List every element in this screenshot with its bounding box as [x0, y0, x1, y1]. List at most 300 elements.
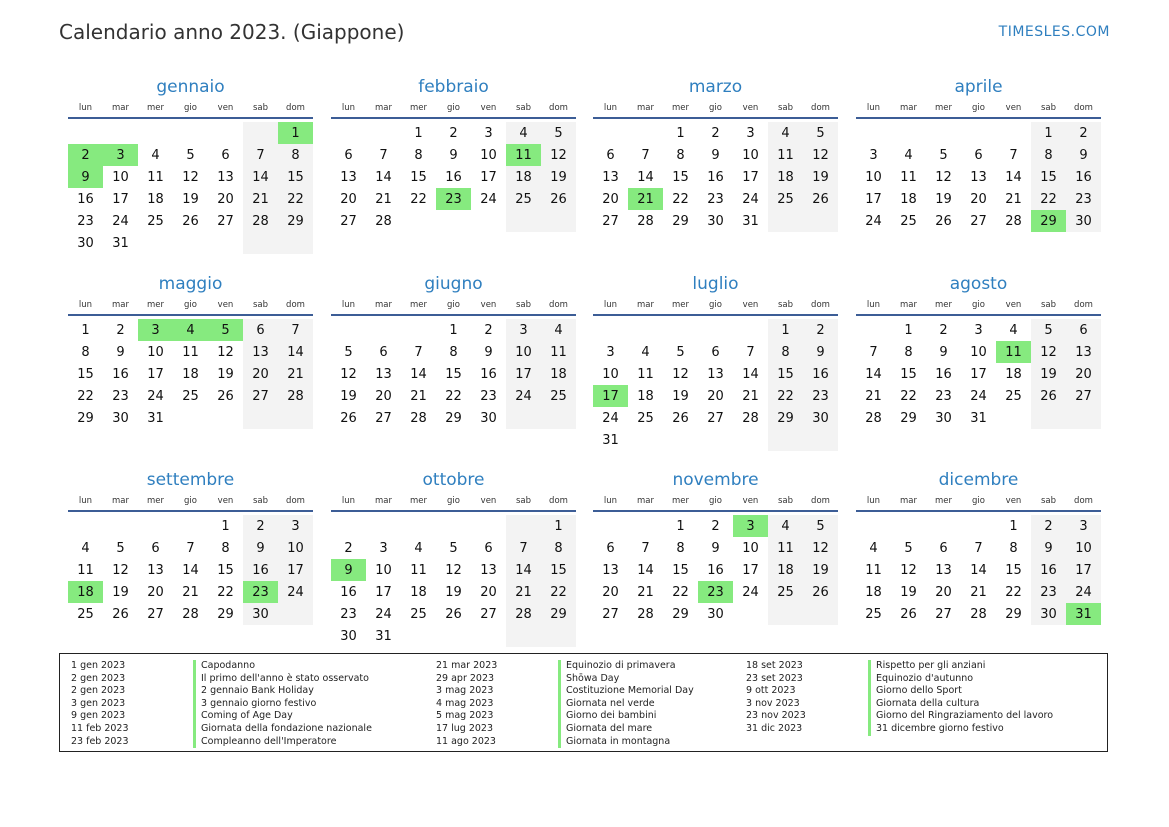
day-cell: 6	[379, 344, 388, 360]
day-cell: 9	[1066, 144, 1101, 166]
weekday-label: ven	[480, 300, 497, 310]
day-cell: 6	[974, 147, 983, 163]
day-cell: 19	[672, 388, 689, 404]
day-cell: 11	[996, 341, 1031, 363]
empty-cell	[768, 429, 803, 451]
day-cell: 3	[506, 319, 541, 341]
weekday-label: ven	[217, 300, 234, 310]
holiday-name: Giornata della fondazione nazionale	[193, 723, 372, 736]
weekday-label: mer	[934, 103, 952, 113]
weekday-label: sab	[1040, 496, 1057, 506]
day-cell: 17	[375, 584, 392, 600]
day-cell: 19	[541, 166, 576, 188]
day-cell: 13	[340, 169, 357, 185]
day-cell: 26	[445, 606, 462, 622]
weekday-label: lun	[603, 103, 618, 113]
weekday-label: gio	[709, 300, 722, 310]
empty-cell	[663, 319, 698, 341]
month-gennaio	[68, 75, 313, 254]
day-cell: 12	[541, 144, 576, 166]
weekday-label: mer	[934, 496, 952, 506]
weekday-label: sab	[515, 103, 532, 113]
day-cell: 3	[1066, 515, 1101, 537]
day-cell: 18	[768, 166, 803, 188]
day-cell: 2	[68, 144, 103, 166]
day-cell: 4	[151, 147, 160, 163]
holiday-date: 17 lug 2023	[436, 722, 493, 734]
day-cell: 9	[1031, 537, 1066, 559]
day-cell: 28	[970, 606, 987, 622]
weekday-label: dom	[286, 300, 305, 310]
weekday-label: lun	[866, 496, 881, 506]
day-cell: 22	[1031, 188, 1066, 210]
day-cell: 18	[410, 584, 427, 600]
weekday-label: mer	[146, 496, 164, 506]
day-cell: 15	[900, 366, 917, 382]
weekday-label: mar	[112, 300, 129, 310]
month-novembre	[593, 468, 838, 625]
day-cell: 17	[480, 169, 497, 185]
day-cell: 25	[541, 385, 576, 407]
day-cell: 20	[480, 584, 497, 600]
weekday-label: lun	[78, 103, 93, 113]
month-name: luglio	[692, 274, 739, 294]
holiday-name: Giorno dei bambini	[558, 710, 656, 723]
day-cell: 9	[68, 166, 103, 188]
day-cell: 12	[900, 562, 917, 578]
day-cell: 24	[742, 191, 759, 207]
day-cell: 12	[217, 344, 234, 360]
weekday-label: lun	[603, 300, 618, 310]
empty-cell	[961, 515, 996, 537]
day-cell: 22	[445, 388, 462, 404]
day-cell: 4	[641, 344, 650, 360]
day-cell: 24	[147, 388, 164, 404]
weekday-label: gio	[972, 103, 985, 113]
day-cell: 23	[1066, 188, 1101, 210]
day-cell: 5	[186, 147, 195, 163]
weekday-label: ven	[742, 300, 759, 310]
day-cell: 31	[602, 432, 619, 448]
day-grid	[856, 122, 1101, 232]
weekday-label: lun	[603, 496, 618, 506]
day-cell: 19	[217, 366, 234, 382]
day-cell: 7	[186, 540, 195, 556]
day-cell: 13	[602, 562, 619, 578]
holiday-date: 21 mar 2023	[436, 660, 498, 671]
day-cell: 16	[1031, 559, 1066, 581]
day-cell: 20	[375, 388, 392, 404]
empty-cell	[663, 429, 698, 451]
day-cell: 16	[340, 584, 357, 600]
weekday-label: sab	[252, 300, 269, 310]
day-cell: 22	[672, 191, 689, 207]
weekday-header	[856, 99, 1101, 119]
day-cell: 22	[768, 385, 803, 407]
empty-cell	[436, 625, 471, 647]
day-cell: 29	[900, 410, 917, 426]
weekday-label: ven	[217, 496, 234, 506]
day-cell: 20	[340, 191, 357, 207]
day-cell: 25	[506, 188, 541, 210]
holiday-name: Equinozio d'autunno	[868, 673, 973, 686]
holiday-date: 3 mag 2023	[436, 685, 494, 697]
weekday-header	[856, 492, 1101, 512]
weekday-label: mar	[637, 103, 654, 113]
day-cell: 1	[1031, 122, 1066, 144]
empty-cell	[331, 319, 366, 341]
empty-cell	[471, 625, 506, 647]
day-cell: 27	[707, 410, 724, 426]
weekday-label: gio	[709, 103, 722, 113]
day-cell: 17	[742, 169, 759, 185]
day-cell: 21	[637, 584, 654, 600]
weekday-header	[68, 296, 313, 316]
day-cell: 20	[602, 191, 619, 207]
day-cell: 24	[1066, 581, 1101, 603]
weekday-label: lun	[866, 103, 881, 113]
empty-cell	[733, 319, 768, 341]
day-cell: 16	[935, 366, 952, 382]
day-cell: 23	[707, 191, 724, 207]
weekday-label: gio	[447, 496, 460, 506]
day-cell: 19	[445, 584, 462, 600]
empty-cell	[768, 210, 803, 232]
day-cell: 22	[217, 584, 234, 600]
month-marzo	[593, 75, 838, 232]
day-cell: 25	[900, 213, 917, 229]
day-cell: 4	[173, 319, 208, 341]
day-cell: 11	[768, 144, 803, 166]
day-cell: 1	[768, 319, 803, 341]
day-cell: 26	[672, 410, 689, 426]
weekday-label: dom	[1074, 103, 1093, 113]
weekday-header	[68, 492, 313, 512]
empty-cell	[471, 515, 506, 537]
empty-cell	[593, 515, 628, 537]
day-cell: 13	[602, 169, 619, 185]
day-cell: 16	[1066, 166, 1101, 188]
day-cell: 13	[1066, 341, 1101, 363]
holiday-date: 11 feb 2023	[71, 722, 129, 734]
weekday-label: sab	[1040, 103, 1057, 113]
day-cell: 11	[410, 562, 427, 578]
day-cell: 14	[506, 559, 541, 581]
day-cell: 10	[480, 147, 497, 163]
day-cell: 27	[935, 606, 952, 622]
day-cell: 26	[217, 388, 234, 404]
day-cell: 11	[147, 169, 164, 185]
day-cell: 1	[221, 518, 230, 534]
day-cell: 18	[506, 166, 541, 188]
empty-cell	[1031, 407, 1066, 429]
day-cell: 14	[742, 366, 759, 382]
day-cell: 2	[711, 518, 720, 534]
weekday-header	[331, 99, 576, 119]
day-cell: 5	[676, 344, 685, 360]
holiday-date: 31 dic 2023	[746, 722, 803, 734]
day-cell: 31	[742, 213, 759, 229]
holiday-date: 29 apr 2023	[436, 672, 495, 684]
day-cell: 23	[803, 385, 838, 407]
empty-cell	[698, 319, 733, 341]
day-cell: 7	[243, 144, 278, 166]
day-cell: 12	[935, 169, 952, 185]
weekday-header	[331, 296, 576, 316]
day-cell: 20	[602, 584, 619, 600]
day-cell: 24	[112, 213, 129, 229]
weekday-label: mar	[375, 300, 392, 310]
empty-cell	[471, 210, 506, 232]
day-cell: 13	[970, 169, 987, 185]
weekday-label: ven	[480, 103, 497, 113]
day-cell: 11	[541, 341, 576, 363]
day-cell: 14	[410, 366, 427, 382]
holiday-date: 4 mag 2023	[436, 697, 494, 709]
holiday-name: 3 gennaio giorno festivo	[193, 698, 316, 711]
day-cell: 30	[707, 606, 724, 622]
empty-cell	[891, 122, 926, 144]
day-cell: 25	[637, 410, 654, 426]
day-cell: 29	[77, 410, 94, 426]
day-cell: 10	[742, 540, 759, 556]
day-cell: 28	[278, 385, 313, 407]
weekday-label: ven	[480, 496, 497, 506]
day-cell: 7	[641, 540, 650, 556]
empty-cell	[961, 122, 996, 144]
weekday-header	[593, 492, 838, 512]
month-name: agosto	[949, 274, 1008, 294]
weekday-label: ven	[1005, 496, 1022, 506]
day-cell: 17	[147, 366, 164, 382]
empty-cell	[243, 122, 278, 144]
day-grid	[856, 319, 1101, 429]
day-cell: 24	[506, 385, 541, 407]
day-cell: 18	[147, 191, 164, 207]
day-cell: 7	[641, 147, 650, 163]
day-cell: 1	[676, 125, 685, 141]
day-cell: 10	[147, 344, 164, 360]
day-cell: 27	[602, 606, 619, 622]
day-cell: 9	[711, 147, 720, 163]
holiday-name: Compleanno dell'Imperatore	[193, 736, 336, 749]
day-cell: 29	[541, 603, 576, 625]
day-cell: 25	[77, 606, 94, 622]
weekday-header	[593, 296, 838, 316]
day-cell: 4	[768, 122, 803, 144]
day-cell: 3	[278, 515, 313, 537]
day-cell: 9	[331, 559, 366, 581]
day-cell: 23	[340, 606, 357, 622]
empty-cell	[243, 407, 278, 429]
weekday-label: ven	[742, 103, 759, 113]
day-cell: 3	[484, 125, 493, 141]
weekday-label: lun	[866, 300, 881, 310]
day-cell: 26	[803, 188, 838, 210]
empty-cell	[506, 625, 541, 647]
day-cell: 2	[116, 322, 125, 338]
day-cell: 8	[414, 147, 423, 163]
empty-cell	[628, 429, 663, 451]
day-cell: 11	[182, 344, 199, 360]
empty-cell	[996, 122, 1031, 144]
day-cell: 23	[436, 188, 471, 210]
day-cell: 2	[803, 319, 838, 341]
holiday-name: 31 dicembre giorno festivo	[868, 723, 1004, 736]
weekday-label: dom	[811, 300, 830, 310]
day-cell: 11	[637, 366, 654, 382]
day-cell: 27	[375, 410, 392, 426]
month-name: novembre	[672, 470, 759, 490]
weekday-label: mer	[409, 496, 427, 506]
weekday-label: mar	[900, 300, 917, 310]
day-cell: 9	[711, 540, 720, 556]
weekday-label: mer	[934, 300, 952, 310]
weekday-label: mer	[146, 300, 164, 310]
month-name: maggio	[158, 274, 223, 294]
day-cell: 8	[676, 540, 685, 556]
month-name: aprile	[954, 77, 1003, 97]
day-cell: 13	[707, 366, 724, 382]
day-cell: 6	[243, 319, 278, 341]
day-cell: 5	[208, 319, 243, 341]
holiday-legend	[59, 653, 1108, 752]
day-cell: 8	[278, 144, 313, 166]
empty-cell	[803, 603, 838, 625]
day-cell: 4	[904, 147, 913, 163]
day-cell: 28	[243, 210, 278, 232]
weekday-label: mar	[637, 496, 654, 506]
day-cell: 11	[900, 169, 917, 185]
day-cell: 28	[1005, 213, 1022, 229]
day-cell: 17	[112, 191, 129, 207]
day-cell: 6	[221, 147, 230, 163]
day-cell: 23	[480, 388, 497, 404]
empty-cell	[506, 210, 541, 232]
weekday-label: dom	[286, 103, 305, 113]
day-cell: 27	[147, 606, 164, 622]
empty-cell	[593, 122, 628, 144]
empty-cell	[173, 122, 208, 144]
day-cell: 2	[243, 515, 278, 537]
day-cell: 28	[375, 213, 392, 229]
weekday-label: dom	[549, 496, 568, 506]
month-name: marzo	[688, 77, 743, 97]
day-cell: 5	[449, 540, 458, 556]
day-cell: 7	[746, 344, 755, 360]
empty-cell	[68, 122, 103, 144]
site-link[interactable]: TIMESLES.COM	[998, 24, 1110, 40]
day-cell: 7	[869, 344, 878, 360]
empty-cell	[68, 515, 103, 537]
day-cell: 22	[278, 188, 313, 210]
day-cell: 22	[900, 388, 917, 404]
day-cell: 17	[865, 191, 882, 207]
day-cell: 9	[803, 341, 838, 363]
holiday-date: 23 set 2023	[746, 672, 803, 684]
day-cell: 27	[340, 213, 357, 229]
holiday-name: Coming of Age Day	[193, 710, 293, 723]
day-cell: 25	[1005, 388, 1022, 404]
weekday-label: mer	[409, 103, 427, 113]
day-grid	[68, 319, 313, 429]
day-cell: 27	[602, 213, 619, 229]
day-cell: 6	[711, 344, 720, 360]
day-cell: 19	[803, 166, 838, 188]
empty-cell	[138, 515, 173, 537]
weekday-label: lun	[341, 300, 356, 310]
weekday-label: dom	[549, 300, 568, 310]
weekday-label: mer	[409, 300, 427, 310]
holiday-name: Giornata in montagna	[558, 736, 670, 749]
day-cell: 30	[1066, 210, 1101, 232]
day-cell: 15	[1031, 166, 1066, 188]
month-dicembre	[856, 468, 1101, 625]
day-cell: 5	[1031, 319, 1066, 341]
holiday-date: 1 gen 2023	[71, 660, 126, 671]
empty-cell	[401, 210, 436, 232]
empty-cell	[891, 515, 926, 537]
day-cell: 9	[116, 344, 125, 360]
weekday-label: ven	[742, 496, 759, 506]
day-cell: 24	[970, 388, 987, 404]
day-cell: 22	[77, 388, 94, 404]
day-cell: 18	[1005, 366, 1022, 382]
day-cell: 16	[445, 169, 462, 185]
day-cell: 5	[803, 122, 838, 144]
day-cell: 11	[865, 562, 882, 578]
weekday-label: gio	[184, 496, 197, 506]
empty-cell	[541, 210, 576, 232]
weekday-label: ven	[217, 103, 234, 113]
day-cell: 12	[182, 169, 199, 185]
holiday-name: Shōwa Day	[558, 673, 619, 686]
day-cell: 16	[707, 169, 724, 185]
day-cell: 15	[217, 562, 234, 578]
empty-cell	[208, 122, 243, 144]
day-cell: 15	[1005, 562, 1022, 578]
day-cell: 8	[768, 341, 803, 363]
day-cell: 29	[1005, 606, 1022, 622]
day-cell: 19	[935, 191, 952, 207]
day-cell: 25	[768, 581, 803, 603]
day-cell: 26	[803, 581, 838, 603]
day-cell: 27	[243, 385, 278, 407]
day-cell: 9	[449, 147, 458, 163]
holiday-name: Costituzione Memorial Day	[558, 685, 694, 698]
empty-cell	[856, 515, 891, 537]
day-cell: 17	[278, 559, 313, 581]
weekday-label: sab	[515, 496, 532, 506]
month-name: dicembre	[938, 470, 1019, 490]
day-cell: 31	[970, 410, 987, 426]
holiday-name: Giornata della cultura	[868, 698, 979, 711]
empty-cell	[628, 319, 663, 341]
day-cell: 8	[81, 344, 90, 360]
day-cell: 1	[676, 518, 685, 534]
weekday-label: sab	[252, 103, 269, 113]
empty-cell	[856, 319, 891, 341]
day-cell: 22	[1005, 584, 1022, 600]
day-cell: 12	[803, 144, 838, 166]
day-cell: 10	[865, 169, 882, 185]
day-cell: 18	[768, 559, 803, 581]
day-cell: 12	[1031, 341, 1066, 363]
empty-cell	[366, 122, 401, 144]
empty-cell	[593, 319, 628, 341]
empty-cell	[506, 407, 541, 429]
day-cell: 29	[672, 213, 689, 229]
